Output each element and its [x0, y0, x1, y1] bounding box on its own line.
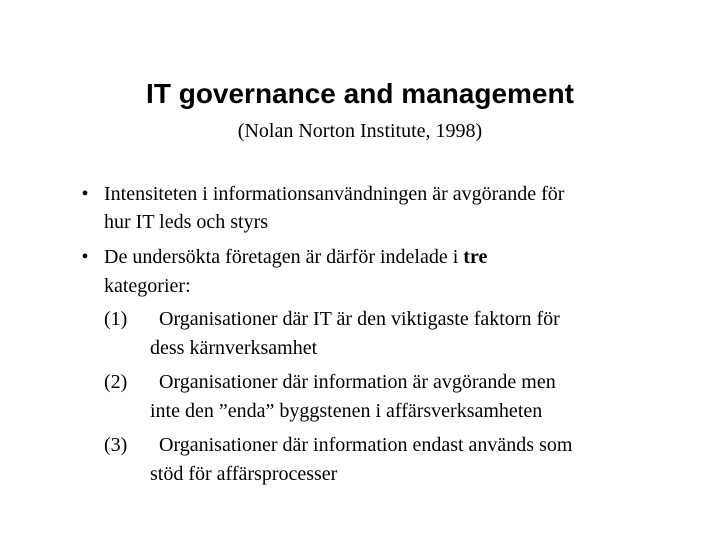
category-line: inte den ”enda” byggstenen i affärsverksamheten: [150, 400, 543, 422]
category-line: Organisationer där information endast används som: [159, 434, 573, 456]
bullet-line: hur IT leds och styrs: [104, 211, 269, 233]
bullet-line: kategorier:: [104, 275, 191, 297]
category-line: Organisationer där IT är den viktigaste faktorn för: [159, 308, 560, 330]
slide-title: IT governance and management: [146, 78, 574, 109]
bullet-emphasis: tre: [463, 246, 488, 268]
category-number: (1): [104, 308, 128, 330]
bullet-line-text: De undersökta företagen är därför indelade i: [104, 246, 464, 268]
bullet-symbol: •: [81, 183, 89, 205]
category-number: (3): [104, 434, 128, 456]
category-line: Organisationer där information är avgörande men: [159, 371, 556, 393]
category-line: dess kärnverksamhet: [150, 337, 318, 359]
category-line: stöd för affärsprocesser: [150, 463, 338, 485]
slide-subtitle: (Nolan Norton Institute, 1998): [237, 120, 483, 142]
bullet-symbol: •: [81, 246, 89, 268]
bullet-line: Intensiteten i informationsanvändningen är avgörande för: [104, 183, 565, 205]
bullet-line: [104, 241, 487, 273]
category-number: (2): [104, 371, 128, 393]
